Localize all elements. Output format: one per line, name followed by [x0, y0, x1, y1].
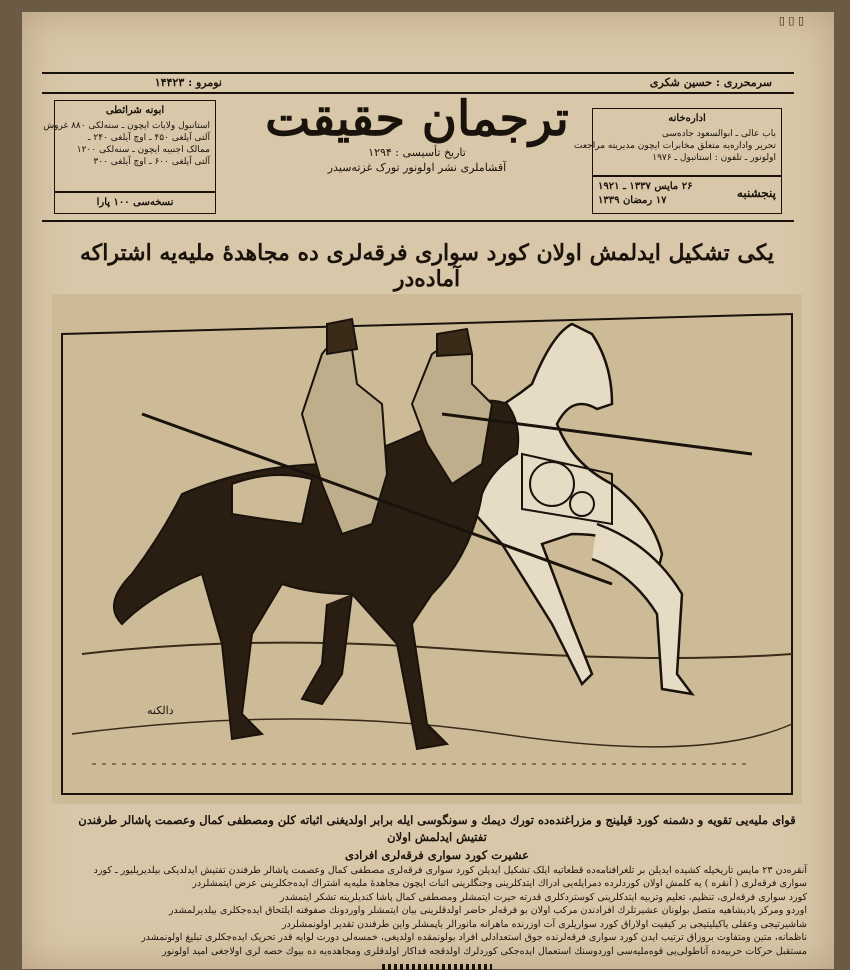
illustration-caption [72, 812, 802, 864]
subscription-line: آلتی آیلغی ۶۰۰ ـ اوچ آیلغی ۳۰۰ [93, 156, 210, 167]
founded-date: تاریخ تأسیسی : ۱۲۹۴ [368, 146, 466, 160]
archive-stamp: ▯ ▯ ▯ [778, 14, 804, 27]
editor-in-chief: سرمحرری : حسین شکری [649, 76, 772, 89]
subscription-line: ممالک اجنبیه ایچون ـ سنه‌لکی ۱۲۰۰ [76, 144, 210, 155]
article-body [67, 864, 807, 958]
administration-line: اولونور ـ تلفون : استانبول ـ ۱۹۷۶ [652, 152, 776, 163]
illustrator-signature: دالکنه [147, 704, 174, 717]
footer-ornament [382, 964, 492, 970]
gregorian-date: ۲۶ مایس ۱۳۳۷ ـ ۱۹۲۱ [598, 181, 693, 192]
administration-line: باب عالی ـ ابوالسعود جاده‌سی [661, 128, 776, 139]
body-line: شاشیرتیجی وعقلی یاکیلیتیجی بر کیفیت اولاراق کورد سواریلری آت اوزرنده ماهرانه مانورالر یاپمشلر واین طرفندن تقدیر اولونمشلردر [281, 918, 807, 930]
body-line: مستقبل حرکات حربیه‌ده آناطولی‌یی قوه‌ملیه‌سی اوردوسنك استعمال ایده‌جکی کوردلرك اولدقجه فداکار اولدقلری ومجاهده‌یه ده بیوك حصه‌ لری اولاجغی امید اولونور [162, 945, 807, 957]
price-box: نسخه‌سی ۱۰۰ پارا [54, 192, 216, 214]
header-bottom-rule [42, 220, 794, 222]
subscription-box [43, 100, 216, 192]
body-line: اوردو ومرکز پادیشاهیه متصل بولونان عشیرتلرك افرادندن مرکب اولان بو فرقه‌لر حاضر اولدقلرینی بیان ایتمشلر واوردونك صفوفنه ایلتحاق ایده‌جکلری بیلدیرلمشدر [168, 905, 807, 917]
subscription-title: ابونه شرائطی [105, 105, 165, 116]
body-line: کورد سواری فرقه‌لری، تنظیم، تعلیم وتربیه ایتدکلرینی کوستردکلری قدرته حیرت ایتمشلر ومصطفی کمال پاشا کندیلرینه تشکر ایتمشدر [279, 891, 807, 903]
newspaper-page [22, 12, 834, 969]
administration-box [573, 108, 782, 176]
cavalry-illustration [52, 294, 802, 804]
date-box [592, 176, 782, 214]
newspaper-title: ترجمان حقیقت [265, 91, 569, 147]
subscription-line: آلتی آیلغی ۴۵۰ ـ اوچ آیلغی ۲۴۰ ـ [87, 132, 210, 143]
body-line: سواری فرقه‌لری ( آنقره ) یه کلمش اولان کوردلرده دمرایله‌یی ادراك ایتدکلرینی وجنگلرینی اثبات ایچون مجاهدهٔ ملیه‌یه اشتراك ایده‌جکلرینی عرض ایتمشلردر [192, 878, 807, 890]
caption-line: قوای ملیه‌یی تقویه و دشمنه کورد قیلینج و مزراغنده‌ده تورك دیمك و سونگوسی ایله برابر اولدیغنی اثباته کلن ومصطفی کمال وعصمت پاشالر طرفندن تفتیش ایدلمش اولان [78, 813, 796, 845]
top-rule [42, 72, 794, 74]
caption-line: عشیرت کورد سواری فرقه‌لری افرادی [345, 847, 529, 862]
subscription-line: استانبول ولایات ایچون ـ سنه‌لکی ۸۸۰ غروش [43, 120, 210, 131]
hijri-date: ۱۷ رمضان ۱۳۳۹ [598, 194, 667, 206]
administration-line: تحریر واداره‌یه متعلق مخابرات ایچون مدیریته مراجعت [573, 140, 776, 151]
weekday: پنجشنبه [736, 186, 776, 201]
issue-number: نومرو : ۱۴۴۲۳ [154, 76, 222, 89]
masthead [232, 91, 602, 175]
body-line: آنقره‌دن ۲۳ مایس تاریخیله کشیده ایدیلن بر تلغرافنامه‌ده قطعاتیه ایلک تشکیل ایدیلن کورد سواری فرقه‌لری مصطفی کمال وعصمت پاشالر طرفندن تفتیش ایدلدیکی بیلدیریلیور ـ کورد [93, 865, 807, 876]
masthead-subtitle: آقشاملری نشر اولونور تورک غزته‌سیدر [327, 161, 507, 175]
body-line: ناظمانه، متین ومتفاوت بروزاق ترتیب ایدن کورد سواری فرقه‌لرنده جوق استعدادلی افراد بولونمقده اولدیغی، خمسه‌لی دورت لوایه قدر تحریک ایده‌جکلری تبلیغ اولونمشدر [141, 932, 807, 944]
administration-title: اداره‌خانه [668, 113, 706, 124]
headline: یکی تشکیل ایدلمش اولان کورد سواری فرقه‌لری ده مجاهدهٔ ملیه‌یه اشتراکه آماده‌در [80, 240, 774, 293]
